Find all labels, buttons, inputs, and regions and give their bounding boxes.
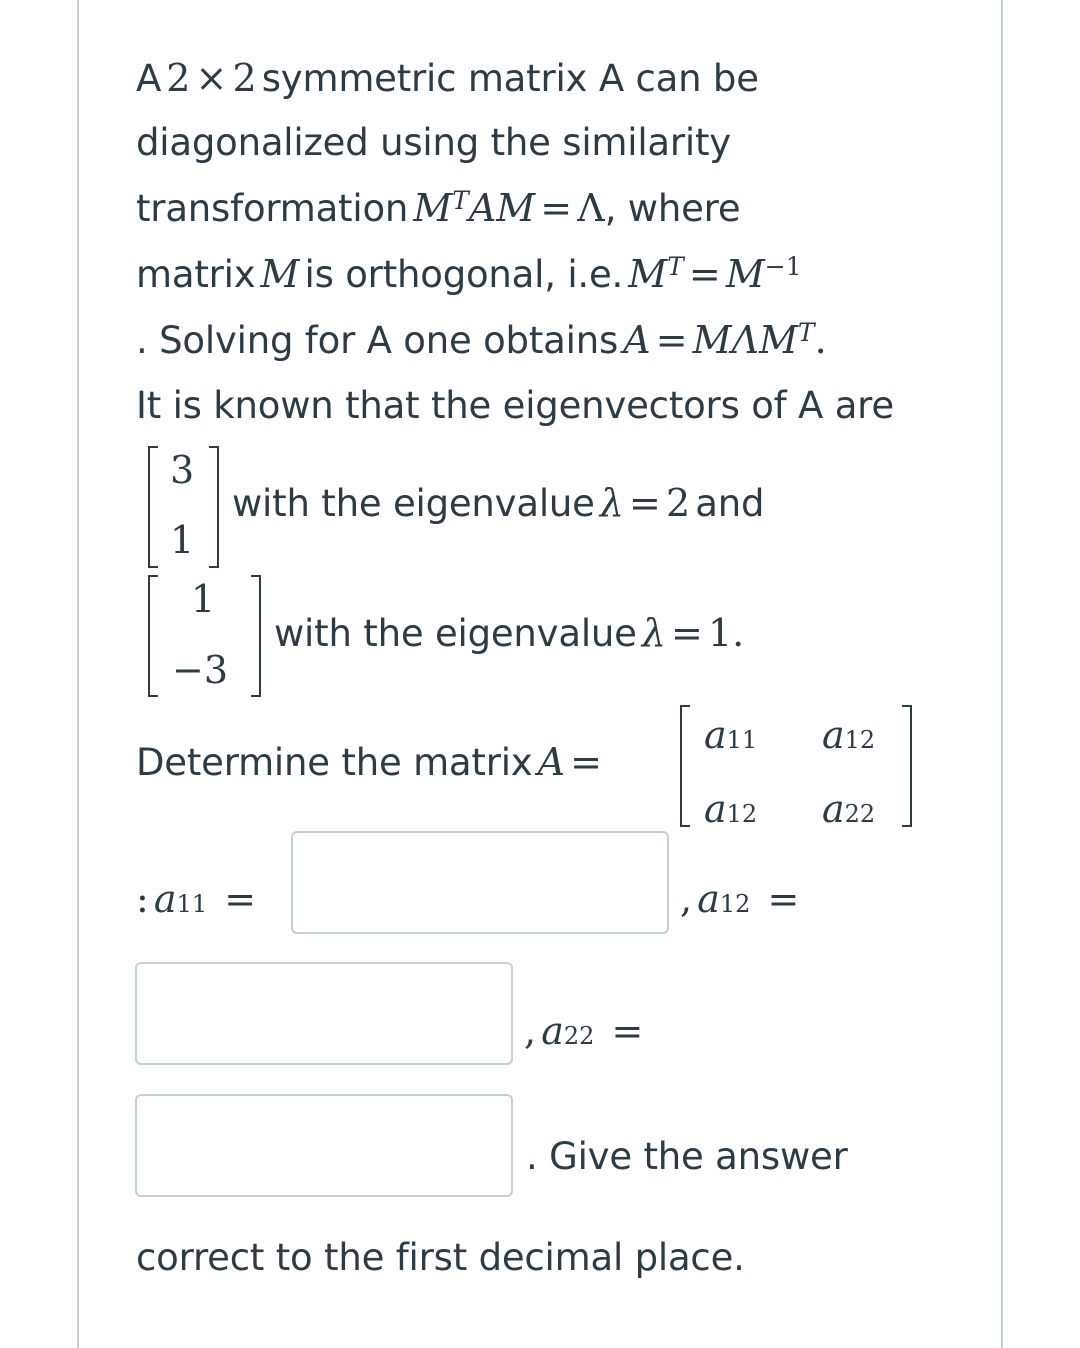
matrix-left-bracket <box>680 705 690 827</box>
left-frame-border <box>77 0 79 1348</box>
vector2-left-bracket <box>148 575 158 697</box>
vector1-top-entry: 3 <box>170 448 195 492</box>
vector2-eigenvalue-text: with the eigenvalue λ = 1. <box>274 611 745 655</box>
matrix-right-bracket <box>902 705 912 827</box>
a12-answer-input[interactable] <box>135 962 513 1065</box>
question-line-4: matrix M is orthogonal, i.e. $M^T = M^{-1}$ <box>136 251 802 296</box>
a22-label: , a22 = <box>524 1009 644 1053</box>
matrix-entry-a11: a11 <box>704 713 758 757</box>
vector2-top-entry: 1 <box>191 577 216 621</box>
matrix-entry-a21: a12 <box>704 787 758 831</box>
a11-label: : a11 = <box>136 877 257 921</box>
matrix-entry-a12: a12 <box>822 713 876 757</box>
a12-label: , a12 = <box>680 877 800 921</box>
vector2-bottom-entry: −3 <box>172 648 229 692</box>
question-line-2: diagonalized using the similarity <box>136 121 731 164</box>
vector2-right-bracket <box>251 575 261 697</box>
question-line-1: A 2 × 2 symmetric matrix A can be <box>136 56 759 100</box>
instruction-tail-1: . Give the answer <box>526 1135 848 1178</box>
determine-matrix-text: Determine the matrix A = <box>136 740 602 784</box>
a22-answer-input[interactable] <box>135 1094 513 1197</box>
question-line-6: It is known that the eigenvectors of A are <box>136 384 894 427</box>
vector1-left-bracket <box>148 446 158 568</box>
vector1-bottom-entry: 1 <box>170 518 195 562</box>
a11-answer-input[interactable] <box>291 831 669 934</box>
vector1-eigenvalue-text: with the eigenvalue λ = 2 and <box>232 481 765 525</box>
instruction-tail-2: correct to the first decimal place. <box>136 1236 745 1279</box>
question-line-3: transformation $M^TAM = \Lambda$, where <box>136 185 741 230</box>
matrix-entry-a22: a22 <box>822 787 876 831</box>
right-frame-border <box>1001 0 1003 1348</box>
vector1-right-bracket <box>209 446 219 568</box>
question-line-5: . Solving for A one obtains $A = M\Lambda M^T$. <box>136 317 827 362</box>
